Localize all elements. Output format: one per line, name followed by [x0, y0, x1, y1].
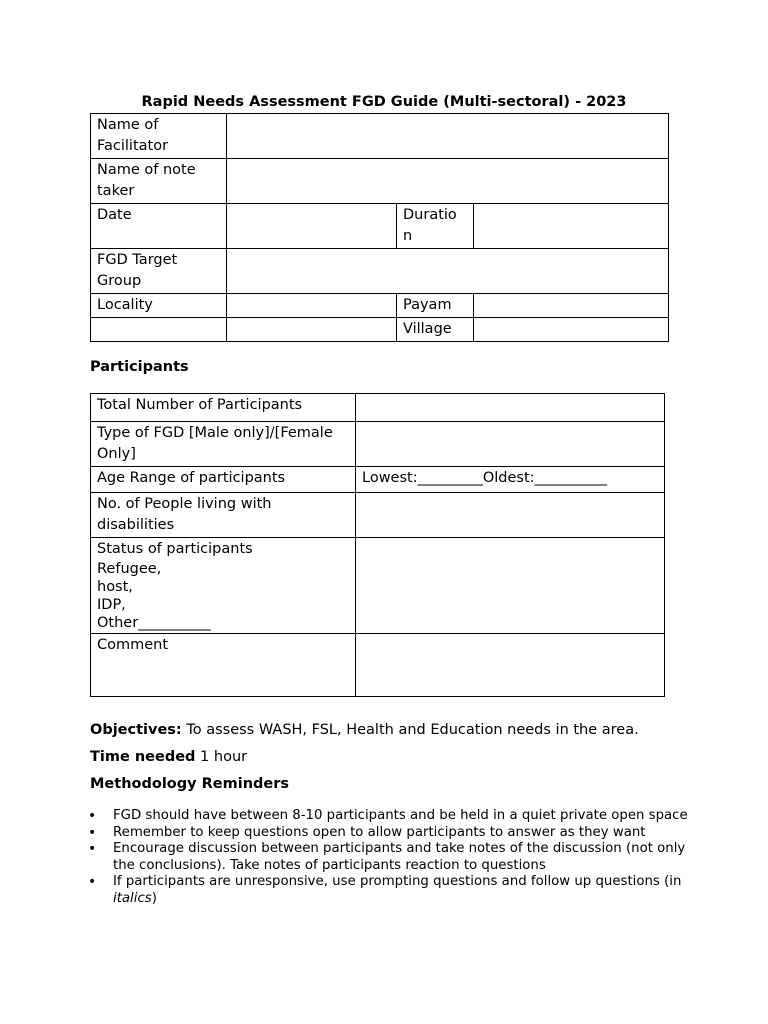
date-field[interactable]: [227, 204, 397, 249]
duration-field[interactable]: [474, 204, 669, 249]
status-cell: [91, 538, 356, 634]
target-group-label: FGD Target Group: [91, 249, 227, 294]
participants-table: [90, 393, 665, 697]
duration-label: Duratio n: [397, 204, 474, 249]
status-option-idp: IDP,: [97, 597, 126, 613]
objectives-label: Objectives:: [90, 722, 182, 738]
status-option-other: Other__________: [97, 615, 211, 631]
methodology-heading: Methodology Reminders: [90, 776, 290, 792]
target-group-field[interactable]: [227, 249, 669, 294]
age-range-field[interactable]: Lowest:_________Oldest:__________: [356, 467, 665, 493]
payam-field[interactable]: [474, 294, 669, 318]
age-range-label: Age Range of participants: [91, 467, 356, 493]
reminder-text: Encourage discussion between participants and take notes of the discussion (not only the conclusions). Take notes of participants reaction to questions: [113, 841, 686, 873]
disabilities-field[interactable]: [356, 493, 665, 538]
list-item: [90, 841, 690, 874]
total-participants-field[interactable]: [356, 394, 665, 422]
village-row-field[interactable]: [227, 318, 397, 342]
note-taker-field[interactable]: [227, 159, 669, 204]
reminder-text: FGD should have between 8-10 participants and be held in a quiet private open space: [113, 808, 688, 823]
reminder-text-end: ): [151, 890, 157, 906]
participants-heading: Participants: [90, 359, 189, 375]
assessment-info-table: [90, 113, 669, 342]
village-field[interactable]: [474, 318, 669, 342]
time-needed-label: Time needed: [90, 749, 196, 765]
reminder-text-part: If participants are unresponsive, use prompting questions and follow up questions (in: [113, 874, 682, 889]
bullet-icon: •: [88, 874, 97, 890]
time-needed-line: [90, 747, 247, 767]
objectives-text: To assess WASH, FSL, Health and Education needs in the area.: [181, 722, 639, 738]
fgd-type-label: Type of FGD [Male only]/[Female Only]: [91, 422, 356, 467]
status-options: [97, 560, 349, 632]
status-option-refugee: Refugee,: [97, 561, 162, 577]
facilitator-field[interactable]: [227, 114, 669, 159]
note-taker-label: Name of note taker: [91, 159, 227, 204]
reminder-text: [113, 874, 681, 906]
locality-field[interactable]: [227, 294, 397, 318]
time-needed-text: 1 hour: [195, 749, 248, 765]
objectives-line: [90, 720, 639, 740]
bullet-icon: •: [88, 841, 97, 857]
list-item: [90, 825, 690, 842]
date-label: Date: [91, 204, 227, 249]
village-row-blank-cell[interactable]: [91, 318, 227, 342]
list-item: [90, 808, 690, 825]
bullet-icon: •: [88, 808, 97, 824]
list-item: [90, 874, 690, 907]
locality-label: Locality: [91, 294, 227, 318]
comment-label: Comment: [91, 634, 356, 697]
methodology-reminders-list: [90, 808, 690, 907]
comment-field[interactable]: [356, 634, 665, 697]
document-title: Rapid Needs Assessment FGD Guide (Multi-sectoral) - 2023: [141, 94, 627, 110]
total-participants-label: Total Number of Participants: [91, 394, 356, 422]
status-label: Status of participants: [97, 541, 253, 557]
status-field[interactable]: [356, 538, 665, 634]
village-label: Village: [397, 318, 474, 342]
fgd-type-field[interactable]: [356, 422, 665, 467]
payam-label: Payam: [397, 294, 474, 318]
italics-word: italics: [113, 890, 152, 906]
bullet-icon: •: [88, 824, 97, 841]
status-option-host: host,: [97, 579, 133, 595]
disabilities-label: No. of People living with disabilities: [91, 493, 356, 538]
facilitator-label: Name of Facilitator: [91, 114, 227, 159]
reminder-text: Remember to keep questions open to allow participants to answer as they want: [113, 824, 646, 840]
